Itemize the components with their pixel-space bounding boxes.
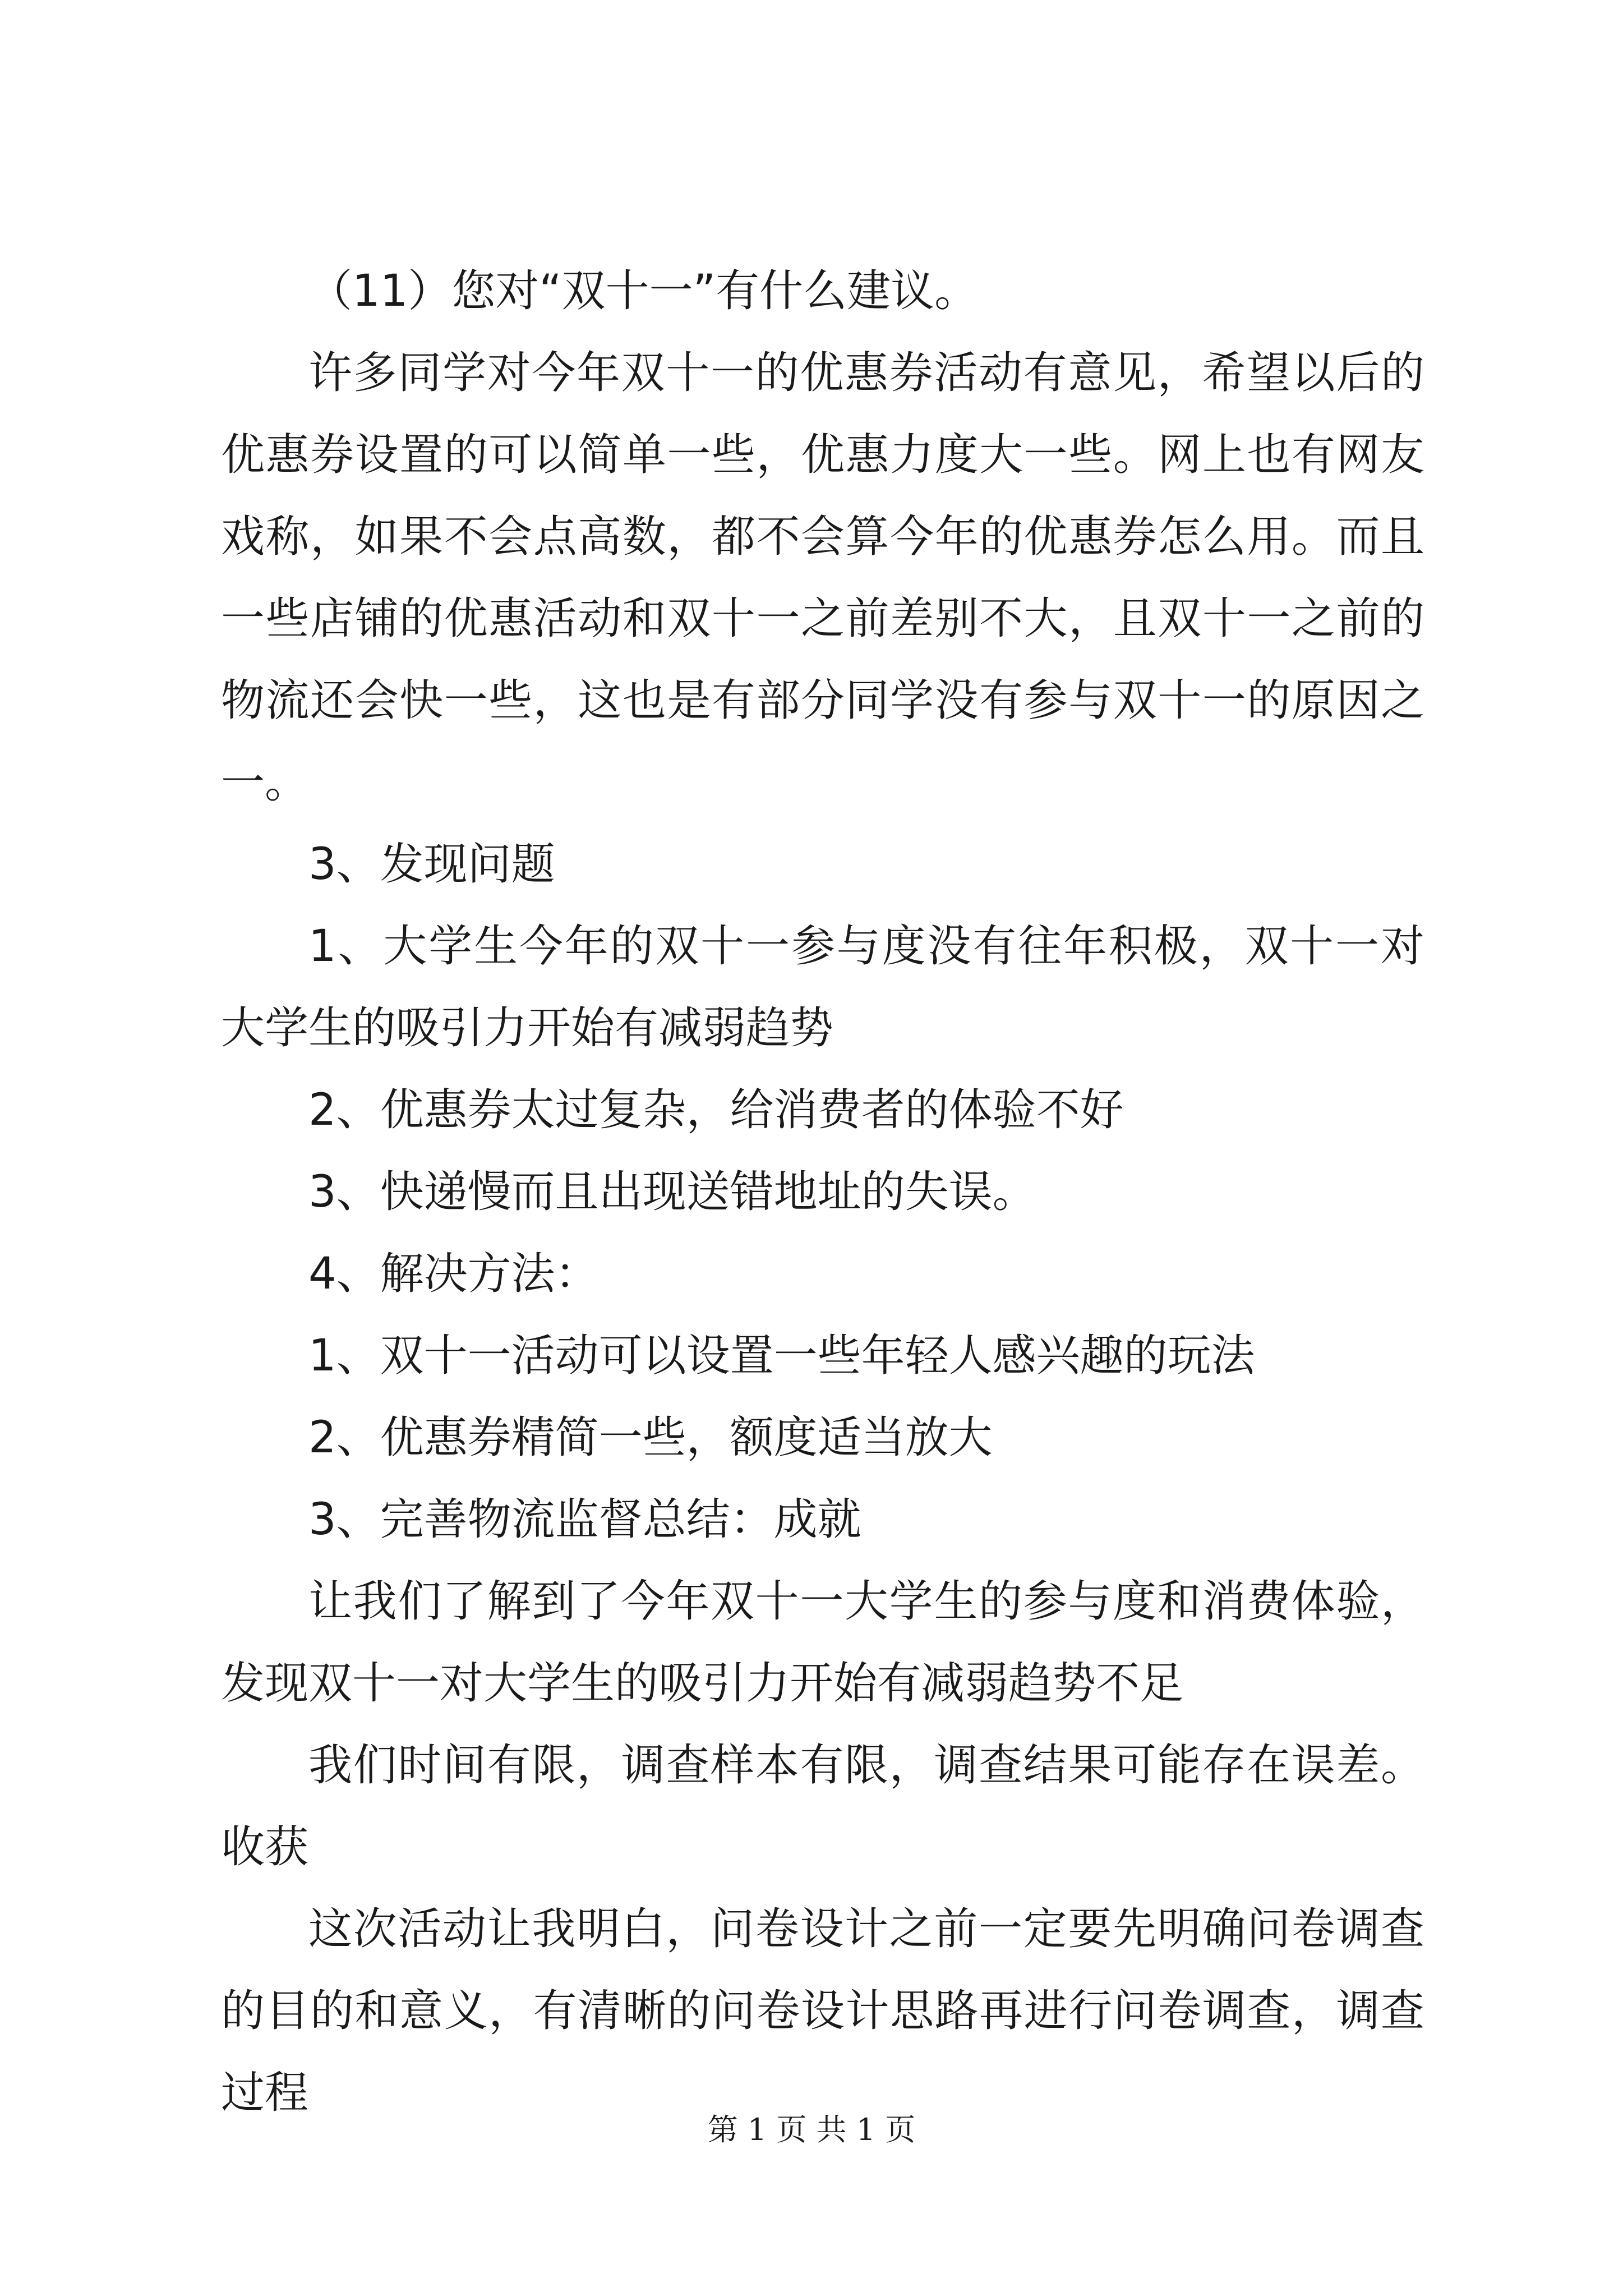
solution-item-1: 1、双十一活动可以设置一些年轻人感兴趣的玩法	[308, 1331, 1255, 1381]
paragraph-gains: 这次活动让我明白，问卷设计之前一定要先明确问卷调查的目的和意义，有清晰的问卷设计思路再进行问卷调查，调查过程	[221, 1904, 1424, 2118]
problem-item-1: 1、大学生今年的双十一参与度没有往年积极，双十一对大学生的吸引力开始有减弱趋势	[221, 921, 1424, 1053]
solution-item-2: 2、优惠券精简一些，额度适当放大	[308, 1412, 993, 1463]
paragraph-suggestions: 许多同学对今年双十一的优惠券活动有意见，希望以后的优惠券设置的可以简单一些，优惠力度大一些。网上也有网友戏称，如果不会点高数，都不会算今年的优惠券怎么用。而且一些店铺的优惠活动和双十一之前差别不大，且双十一之前的物流还会快一些，这也是有部分同学没有参与双十一的原因之一。	[221, 348, 1424, 808]
heading-solutions: 4、解决方法：	[308, 1249, 599, 1299]
solution-item-3: 3、完善物流监督总结：成就	[308, 1494, 861, 1545]
paragraph-shortcomings: 我们时间有限，调查样本有限，调查结果可能存在误差。收获	[221, 1740, 1424, 1872]
problem-item-2: 2、优惠券太过复杂，给消费者的体验不好	[308, 1085, 1124, 1135]
paragraph-achievements: 让我们了解到了今年双十一大学生的参与度和消费体验，发现双十一对大学生的吸引力开始有减弱趋势不足	[221, 1576, 1424, 1709]
page-number-footer: 第 1 页 共 1 页	[707, 2112, 916, 2147]
heading-find-problems: 3、发现问题	[308, 839, 555, 890]
document-body	[221, 250, 1424, 2134]
problem-item-3: 3、快递慢而且出现送错地址的失误。	[308, 1167, 1036, 1217]
paragraph-question-11: （11）您对“双十一”有什么建议。	[308, 266, 979, 316]
